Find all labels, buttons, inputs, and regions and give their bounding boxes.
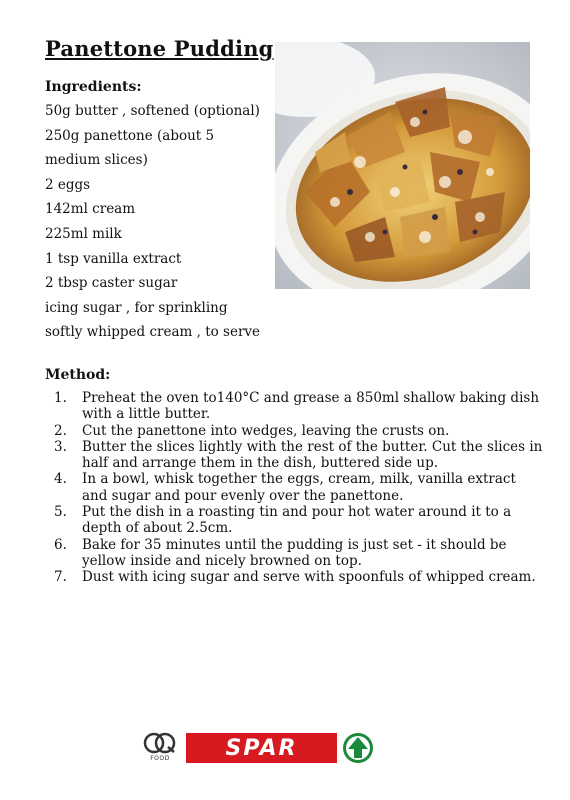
- ingredient-item: 2 tbsp caster sugar: [45, 275, 178, 292]
- pudding-photo: [275, 42, 530, 289]
- cq-food-label: FOOD: [150, 755, 170, 762]
- ingredient-item: 2 eggs: [45, 176, 91, 193]
- method-step: [45, 390, 545, 423]
- method-step: [45, 439, 545, 472]
- ingredients-list: [45, 99, 270, 345]
- ingredients-heading: Ingredients:: [45, 79, 142, 95]
- step-number: 6.: [54, 536, 67, 553]
- footer-logos: [140, 731, 380, 765]
- step-number: 5.: [54, 504, 67, 521]
- step-text: In a bowl, whisk together the eggs, cream, milk, vanilla extract and sugar and pour evenly over the panettone.: [82, 471, 516, 504]
- ingredient-item: 1 tsp vanilla extract: [45, 250, 182, 267]
- method-step: [45, 537, 545, 570]
- recipe-title: Panettone Pudding: [45, 36, 274, 61]
- step-number: 2.: [54, 422, 67, 439]
- spar-tree-icon: [341, 731, 375, 765]
- ingredient-item: 142ml cream: [45, 201, 136, 218]
- step-text: Cut the panettone into wedges, leaving the crusts on.: [82, 422, 450, 439]
- step-number: 4.: [54, 471, 67, 488]
- ingredient-item: 250g panettone (about 5 medium slices): [45, 127, 215, 169]
- step-number: 1.: [54, 390, 67, 406]
- spar-logo: SPAR: [186, 733, 337, 763]
- ingredient-item: 225ml milk: [45, 225, 122, 242]
- cq-food-logo: [140, 731, 180, 765]
- step-text: Put the dish in a roasting tin and pour hot water around it to a depth of about 2.5cm.: [82, 504, 512, 537]
- ingredient-item: softly whipped cream , to serve: [45, 324, 261, 341]
- step-number: 3.: [54, 438, 67, 455]
- method-heading: Method:: [45, 367, 111, 383]
- step-text: Butter the slices lightly with the rest of the butter. Cut the slices in half and arrange them in the dish, buttered side up.: [82, 438, 543, 472]
- step-text: Preheat the oven to140°C and grease a 850ml shallow baking dish with a little butter.: [82, 390, 540, 423]
- step-text: Bake for 35 minutes until the pudding is just set - it should be yellow inside and nicely browned on top.: [82, 536, 507, 569]
- method-step: [45, 423, 545, 439]
- step-number: 7.: [54, 569, 67, 586]
- method-steps: [45, 390, 545, 586]
- method-step: [45, 504, 545, 537]
- ingredient-item: 50g butter , softened (optional): [45, 103, 260, 119]
- method-step: [45, 569, 545, 585]
- step-text: Dust with icing sugar and serve with spoonfuls of whipped cream.: [82, 569, 536, 586]
- method-step: [45, 471, 545, 504]
- ingredient-item: icing sugar , for sprinkling: [45, 299, 228, 316]
